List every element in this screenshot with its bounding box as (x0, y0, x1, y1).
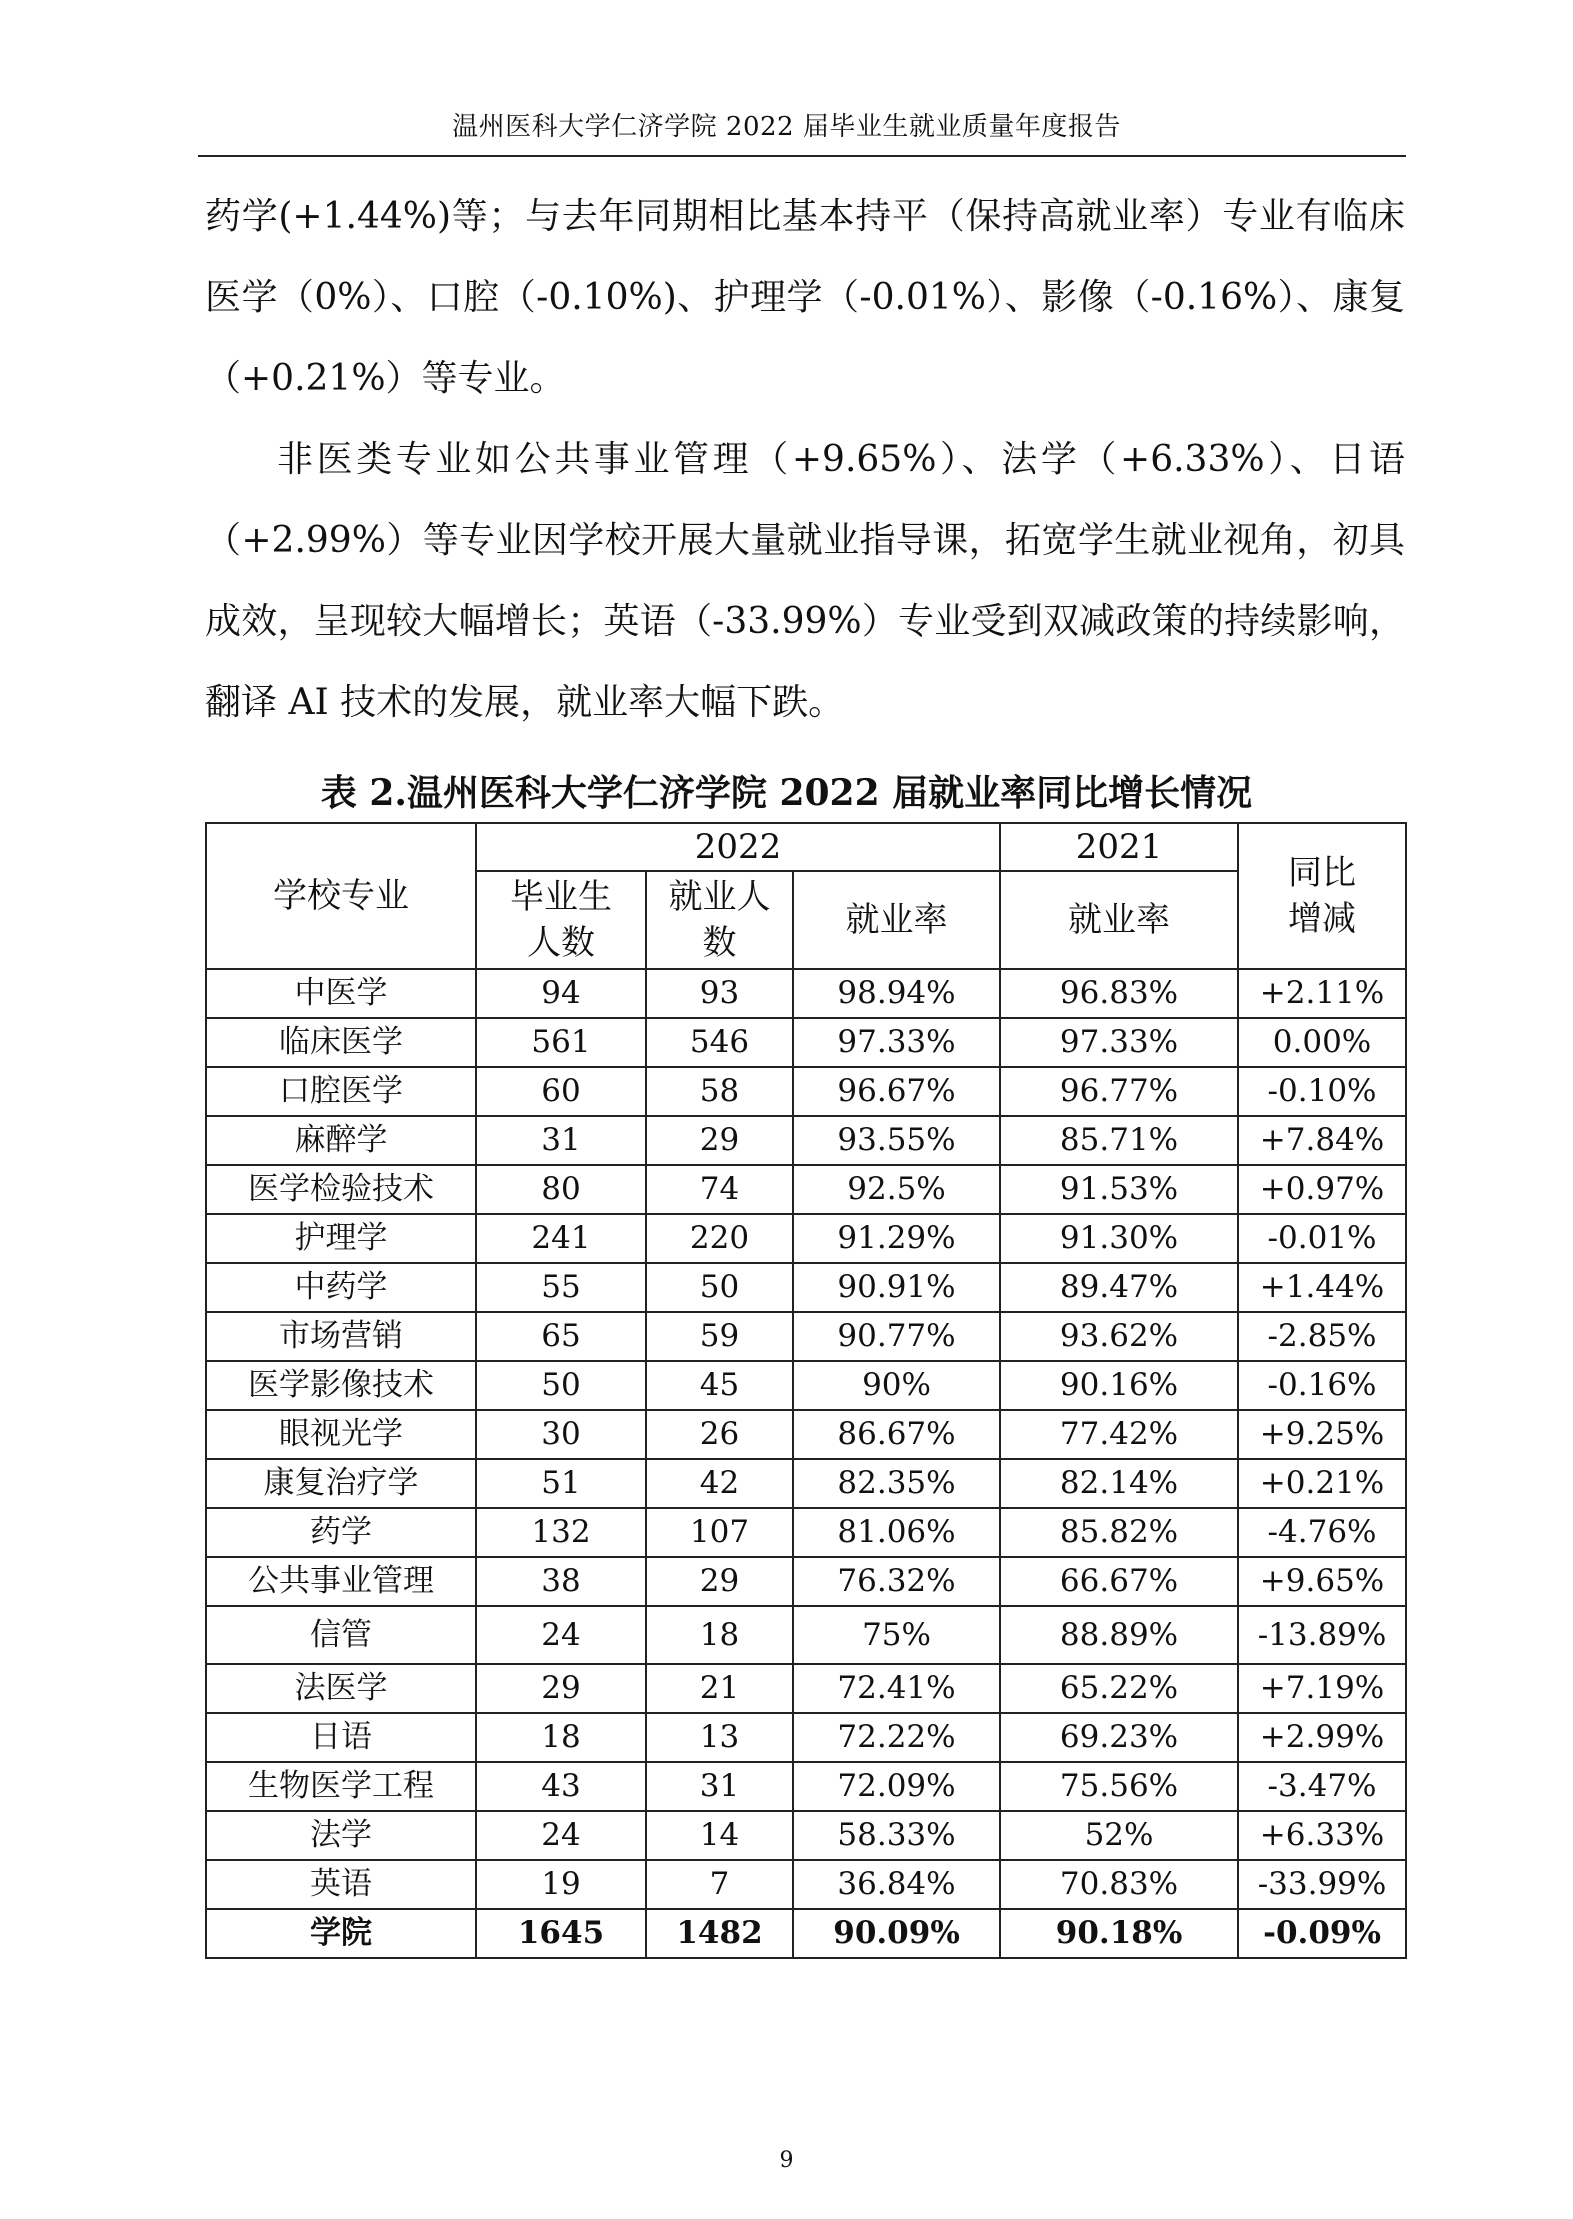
cell-change: -0.10% (1238, 1067, 1406, 1116)
cell-major: 公共事业管理 (206, 1557, 476, 1606)
cell-graduates: 30 (476, 1410, 646, 1459)
cell-employed: 107 (646, 1508, 793, 1557)
cell-rate-2022: 93.55% (793, 1116, 1000, 1165)
table-row (206, 1557, 1406, 1606)
cell-graduates: 60 (476, 1067, 646, 1116)
cell-employed: 74 (646, 1165, 793, 1214)
table-row (206, 1664, 1406, 1713)
cell-major: 麻醉学 (206, 1116, 476, 1165)
cell-rate-2021: 91.30% (1000, 1214, 1238, 1263)
cell-change: +1.44% (1238, 1263, 1406, 1312)
cell-rate-2022: 72.41% (793, 1664, 1000, 1713)
cell-rate-2021: 96.83% (1000, 969, 1238, 1018)
cell-change: +7.19% (1238, 1664, 1406, 1713)
cell-change: +0.97% (1238, 1165, 1406, 1214)
cell-rate-2021: 90.18% (1000, 1909, 1238, 1958)
cell-major: 口腔医学 (206, 1067, 476, 1116)
cell-rate-2021: 85.82% (1000, 1508, 1238, 1557)
header-change (1238, 823, 1406, 969)
cell-change: -33.99% (1238, 1860, 1406, 1909)
cell-employed: 220 (646, 1214, 793, 1263)
table-row (206, 1860, 1406, 1909)
cell-employed: 29 (646, 1116, 793, 1165)
cell-graduates: 561 (476, 1018, 646, 1067)
cell-graduates: 80 (476, 1165, 646, 1214)
cell-rate-2022: 58.33% (793, 1811, 1000, 1860)
cell-major: 眼视光学 (206, 1410, 476, 1459)
cell-major: 医学影像技术 (206, 1361, 476, 1410)
cell-rate-2021: 91.53% (1000, 1165, 1238, 1214)
cell-change: +6.33% (1238, 1811, 1406, 1860)
cell-rate-2021: 77.42% (1000, 1410, 1238, 1459)
cell-rate-2021: 69.23% (1000, 1713, 1238, 1762)
cell-graduates: 241 (476, 1214, 646, 1263)
cell-graduates: 24 (476, 1606, 646, 1664)
cell-graduates: 24 (476, 1811, 646, 1860)
cell-employed: 1482 (646, 1909, 793, 1958)
cell-employed: 59 (646, 1312, 793, 1361)
cell-major: 护理学 (206, 1214, 476, 1263)
table-row (206, 1811, 1406, 1860)
header-year-2021: 2021 (1000, 823, 1238, 871)
cell-rate-2021: 82.14% (1000, 1459, 1238, 1508)
cell-major: 英语 (206, 1860, 476, 1909)
header-graduates (476, 871, 646, 969)
cell-major: 生物医学工程 (206, 1762, 476, 1811)
cell-major: 市场营销 (206, 1312, 476, 1361)
cell-graduates: 50 (476, 1361, 646, 1410)
cell-rate-2021: 70.83% (1000, 1860, 1238, 1909)
cell-rate-2022: 96.67% (793, 1067, 1000, 1116)
page-header-title: 温州医科大学仁济学院 2022 届毕业生就业质量年度报告 (452, 112, 1121, 142)
header-change-line1: 同比 (1288, 853, 1357, 893)
cell-major: 中医学 (206, 969, 476, 1018)
cell-major: 法医学 (206, 1664, 476, 1713)
cell-rate-2022: 86.67% (793, 1410, 1000, 1459)
cell-rate-2022: 90% (793, 1361, 1000, 1410)
header-rate-2022: 就业率 (793, 871, 1000, 969)
header-divider (198, 155, 1406, 157)
cell-major: 中药学 (206, 1263, 476, 1312)
cell-graduates: 19 (476, 1860, 646, 1909)
table-row (206, 1508, 1406, 1557)
table-caption: 表 2.温州医科大学仁济学院 2022 届就业率同比增长情况 (320, 772, 1253, 814)
cell-rate-2021: 65.22% (1000, 1664, 1238, 1713)
cell-graduates: 31 (476, 1116, 646, 1165)
table-row (206, 1361, 1406, 1410)
paragraph-1: 药学(+1.44%)等；与去年同期相比基本持平（保持高就业率）专业有临床医学（0%）、口腔（-0.10%)、护理学（-0.01%）、影像（-0.16%）、康复（+0.21%）等专业。 (205, 196, 1405, 399)
header-year-2022: 2022 (476, 823, 1000, 871)
header-graduates-line2: 人数 (527, 923, 595, 963)
cell-rate-2021: 89.47% (1000, 1263, 1238, 1312)
cell-graduates: 18 (476, 1713, 646, 1762)
header-change-line2: 增减 (1288, 899, 1357, 939)
cell-major: 药学 (206, 1508, 476, 1557)
cell-employed: 93 (646, 969, 793, 1018)
cell-employed: 21 (646, 1664, 793, 1713)
cell-rate-2021: 52% (1000, 1811, 1238, 1860)
cell-rate-2022: 76.32% (793, 1557, 1000, 1606)
cell-rate-2022: 81.06% (793, 1508, 1000, 1557)
table-row (206, 1909, 1406, 1958)
cell-employed: 546 (646, 1018, 793, 1067)
header-employed-line2: 数 (702, 923, 737, 963)
table-row (206, 1067, 1406, 1116)
cell-rate-2022: 72.09% (793, 1762, 1000, 1811)
header-rate-2021: 就业率 (1000, 871, 1238, 969)
cell-employed: 18 (646, 1606, 793, 1664)
cell-change: +2.11% (1238, 969, 1406, 1018)
table-row (206, 1263, 1406, 1312)
cell-major: 临床医学 (206, 1018, 476, 1067)
cell-rate-2022: 91.29% (793, 1214, 1000, 1263)
table-row (206, 1713, 1406, 1762)
table-row (206, 1606, 1406, 1664)
table-row (206, 1116, 1406, 1165)
cell-graduates: 51 (476, 1459, 646, 1508)
table-row (206, 1762, 1406, 1811)
cell-change: -2.85% (1238, 1312, 1406, 1361)
cell-change: -0.01% (1238, 1214, 1406, 1263)
cell-employed: 26 (646, 1410, 793, 1459)
cell-graduates: 94 (476, 969, 646, 1018)
cell-change: +2.99% (1238, 1713, 1406, 1762)
header-employed-line1: 就业人 (668, 877, 771, 917)
cell-employed: 13 (646, 1713, 793, 1762)
cell-major: 信管 (206, 1606, 476, 1664)
cell-employed: 31 (646, 1762, 793, 1811)
cell-employed: 42 (646, 1459, 793, 1508)
cell-employed: 58 (646, 1067, 793, 1116)
cell-employed: 50 (646, 1263, 793, 1312)
cell-rate-2021: 66.67% (1000, 1557, 1238, 1606)
cell-change: -0.16% (1238, 1361, 1406, 1410)
cell-rate-2021: 88.89% (1000, 1606, 1238, 1664)
cell-rate-2022: 97.33% (793, 1018, 1000, 1067)
paragraph-2: 非医类专业如公共事业管理（+9.65%）、法学（+6.33%）、日语（+2.99%）等专业因学校开展大量就业指导课，拓宽学生就业视角，初具成效，呈现较大幅增长；英语（-33.99%）专业受到双减政策的持续影响，翻译 AI 技术的发展，就业率大幅下跌。 (205, 439, 1405, 723)
table-row (206, 1018, 1406, 1067)
cell-rate-2022: 75% (793, 1606, 1000, 1664)
header-graduates-line1: 毕业生 (510, 877, 612, 917)
cell-change: -0.09% (1238, 1909, 1406, 1958)
cell-change: -3.47% (1238, 1762, 1406, 1811)
cell-major: 医学检验技术 (206, 1165, 476, 1214)
cell-rate-2021: 96.77% (1000, 1067, 1238, 1116)
cell-employed: 29 (646, 1557, 793, 1606)
table-row (206, 1459, 1406, 1508)
cell-graduates: 1645 (476, 1909, 646, 1958)
cell-rate-2021: 85.71% (1000, 1116, 1238, 1165)
table-row (206, 1410, 1406, 1459)
cell-rate-2022: 92.5% (793, 1165, 1000, 1214)
cell-rate-2022: 72.22% (793, 1713, 1000, 1762)
cell-change: -13.89% (1238, 1606, 1406, 1664)
cell-rate-2021: 75.56% (1000, 1762, 1238, 1811)
body-text (205, 176, 1405, 743)
cell-rate-2021: 97.33% (1000, 1018, 1238, 1067)
cell-rate-2021: 93.62% (1000, 1312, 1238, 1361)
cell-employed: 45 (646, 1361, 793, 1410)
cell-graduates: 55 (476, 1263, 646, 1312)
cell-change: +9.65% (1238, 1557, 1406, 1606)
cell-change: -4.76% (1238, 1508, 1406, 1557)
cell-graduates: 65 (476, 1312, 646, 1361)
cell-major: 康复治疗学 (206, 1459, 476, 1508)
cell-rate-2022: 90.91% (793, 1263, 1000, 1312)
cell-major: 学院 (206, 1909, 476, 1958)
table-row (206, 1214, 1406, 1263)
cell-major: 日语 (206, 1713, 476, 1762)
cell-rate-2022: 90.77% (793, 1312, 1000, 1361)
header-major: 学校专业 (206, 823, 476, 969)
cell-rate-2022: 98.94% (793, 969, 1000, 1018)
cell-change: 0.00% (1238, 1018, 1406, 1067)
table-row (206, 1312, 1406, 1361)
cell-major: 法学 (206, 1811, 476, 1860)
cell-rate-2022: 36.84% (793, 1860, 1000, 1909)
cell-change: +9.25% (1238, 1410, 1406, 1459)
page-number: 9 (779, 2148, 794, 2173)
cell-employed: 7 (646, 1860, 793, 1909)
cell-rate-2021: 90.16% (1000, 1361, 1238, 1410)
cell-change: +0.21% (1238, 1459, 1406, 1508)
cell-graduates: 43 (476, 1762, 646, 1811)
table-body (206, 969, 1406, 1958)
cell-graduates: 29 (476, 1664, 646, 1713)
cell-employed: 14 (646, 1811, 793, 1860)
header-employed (646, 871, 793, 969)
cell-rate-2022: 82.35% (793, 1459, 1000, 1508)
cell-graduates: 38 (476, 1557, 646, 1606)
cell-rate-2022: 90.09% (793, 1909, 1000, 1958)
cell-change: +7.84% (1238, 1116, 1406, 1165)
table-row (206, 1165, 1406, 1214)
employment-rate-table (205, 822, 1407, 1959)
table-row (206, 969, 1406, 1018)
cell-graduates: 132 (476, 1508, 646, 1557)
